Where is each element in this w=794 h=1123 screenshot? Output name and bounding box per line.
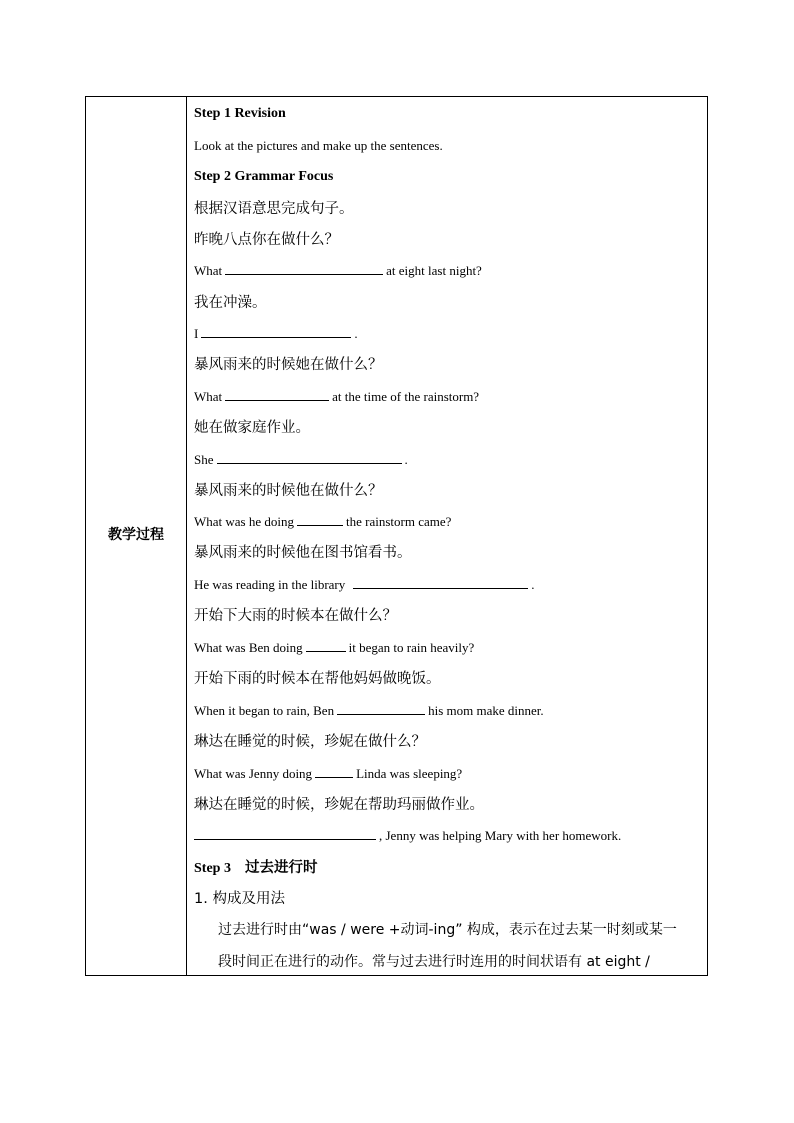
answer-blank[interactable] (306, 638, 346, 652)
item-zh: 我在冲澡。 (194, 295, 267, 311)
step1-title: Step 1 Revision (194, 106, 286, 121)
step1-text: Look at the pictures and make up the sentences. (194, 138, 443, 153)
item-zh: 暴风雨来的时候他在做什么？ (194, 483, 383, 499)
answer-blank[interactable] (337, 701, 425, 715)
item-en: , Jenny was helping Mary with her homework. (194, 826, 621, 846)
item-en: What was he doing the rainstorm came? (194, 514, 452, 529)
answer-blank[interactable] (225, 387, 329, 401)
answer-blank[interactable] (194, 826, 376, 840)
item-zh: 昨晚八点你在做什么？ (194, 232, 339, 248)
step3-subheading: 1. 构成及用法 (194, 891, 285, 907)
item-zh: 暴风雨来的时候她在做什么？ (194, 357, 383, 373)
step2-title: Step 2 Grammar Focus (194, 169, 334, 184)
section-label: 教学过程 (108, 527, 164, 543)
item-en: What at eight last night? (194, 263, 482, 278)
answer-blank[interactable] (225, 261, 383, 275)
item-en: He was reading in the library . (194, 577, 535, 592)
item-zh: 琳达在睡觉的时候，珍妮在帮助玛丽做作业。 (194, 797, 484, 813)
left-column (86, 97, 187, 975)
answer-blank[interactable] (217, 450, 402, 464)
item-en: What was Jenny doing Linda was sleeping? (194, 766, 463, 781)
lesson-content (194, 97, 704, 975)
step3-title: Step 3 过去进行时 (194, 860, 318, 876)
item-en: I . (194, 326, 358, 341)
item-en: She . (194, 452, 408, 467)
item-zh: 琳达在睡觉的时候，珍妮在做什么？ (194, 734, 426, 750)
item-zh: 开始下雨的时候本在帮他妈妈做晚饭。 (194, 671, 441, 687)
step2-instruction: 根据汉语意思完成句子。 (194, 201, 354, 217)
step3-paragraph-line2: 段时间正在进行的动作。常与过去进行时连用的时间状语有 at eight / (218, 954, 650, 970)
answer-blank[interactable] (315, 764, 353, 778)
answer-blank[interactable] (297, 512, 343, 526)
item-zh: 暴风雨来的时候他在图书馆看书。 (194, 545, 412, 561)
step3-paragraph-line1: 过去进行时由“was / were +动词-ing” 构成，表示在过去某一时刻或某一 (218, 922, 677, 938)
answer-blank[interactable] (201, 324, 351, 338)
item-en: What was Ben doing it began to rain heavily? (194, 640, 475, 655)
answer-blank[interactable] (353, 575, 528, 589)
item-zh: 她在做家庭作业。 (194, 420, 310, 436)
item-en: When it began to rain, Ben his mom make dinner. (194, 703, 544, 718)
item-zh: 开始下大雨的时候本在做什么？ (194, 608, 397, 624)
item-en: What at the time of the rainstorm? (194, 389, 480, 404)
lesson-table (85, 96, 708, 976)
